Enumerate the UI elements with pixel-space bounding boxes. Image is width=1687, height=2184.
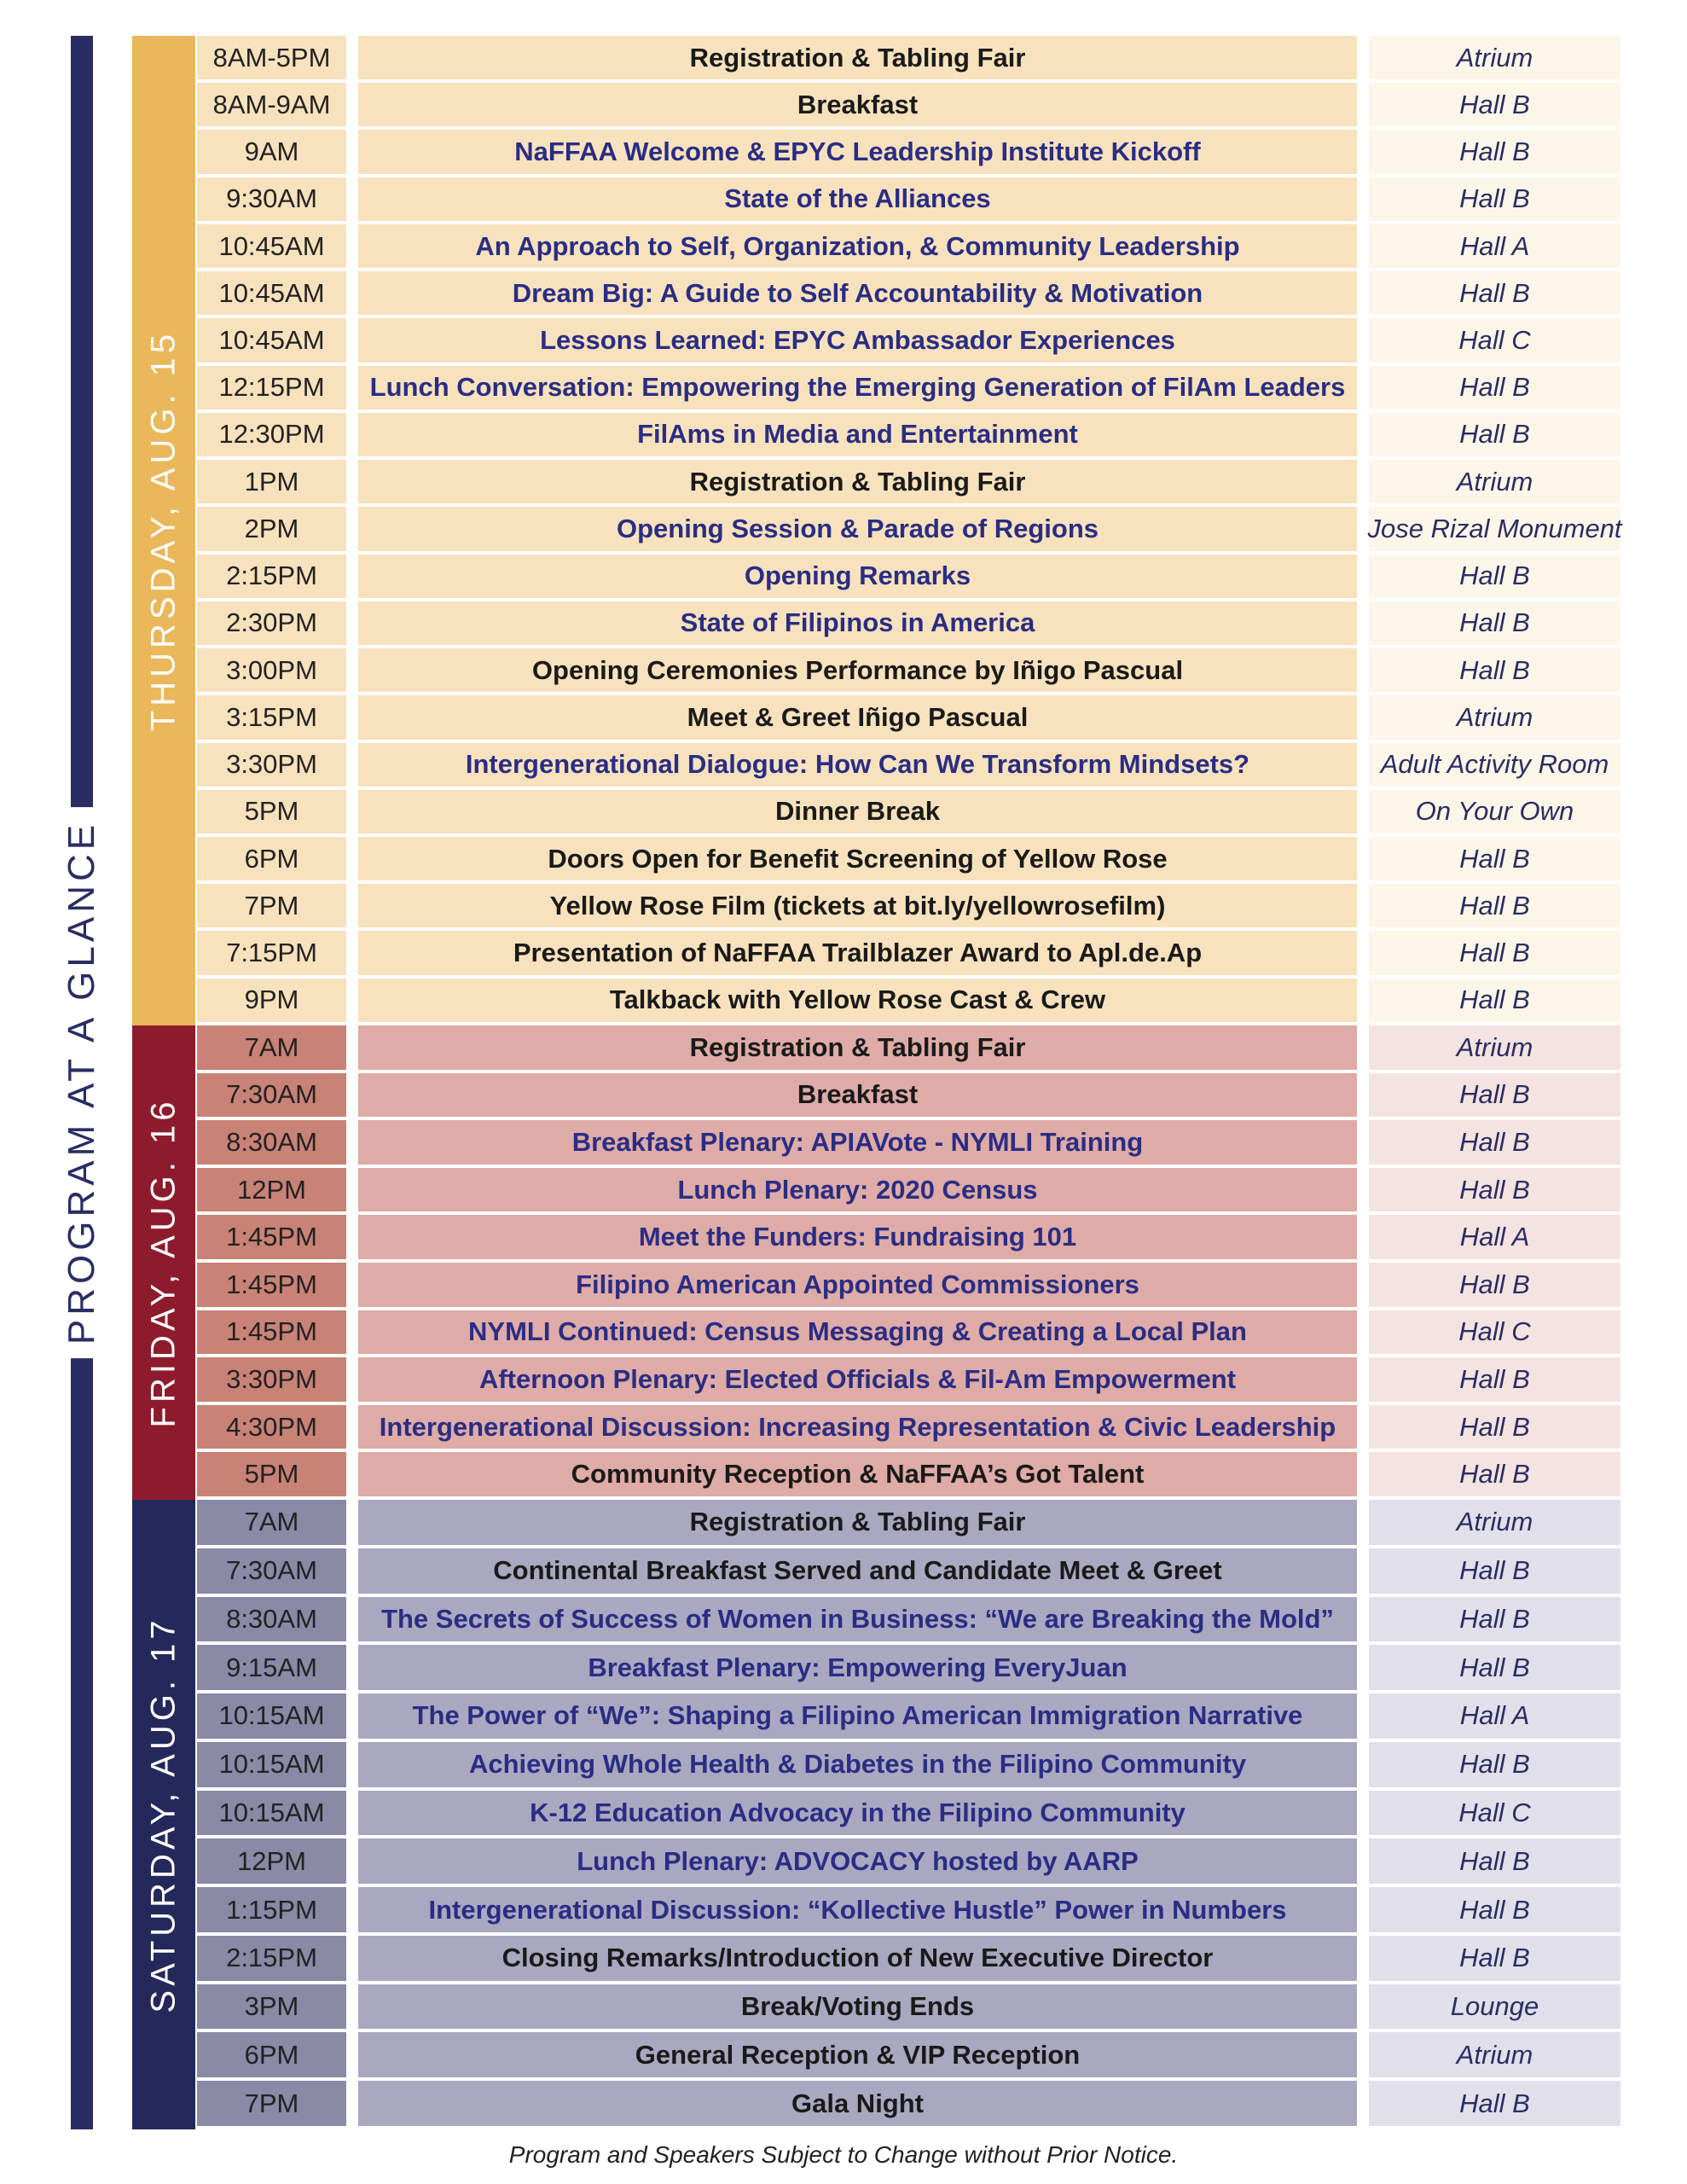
- session-location: Hall B: [1369, 413, 1620, 456]
- session-title: Presentation of NaFFAA Trailblazer Award to Apl.de.Ap: [358, 931, 1357, 974]
- session-time: 12PM: [197, 1168, 346, 1212]
- session-location: Hall B: [1369, 1452, 1620, 1496]
- session-time: 3:30PM: [197, 1357, 346, 1402]
- schedule-row: [197, 413, 1620, 460]
- session-title: Breakfast Plenary: APIAVote - NYMLI Training: [358, 1120, 1357, 1165]
- session-title: State of Filipinos in America: [358, 601, 1357, 645]
- session-title: Doors Open for Benefit Screening of Yellow Rose: [358, 837, 1357, 880]
- session-time: 7:15PM: [197, 931, 346, 974]
- session-title: Afternoon Plenary: Elected Officials & Fil-Am Empowerment: [358, 1357, 1357, 1402]
- session-location: Hall B: [1369, 130, 1620, 173]
- schedule-rows: [197, 1500, 1620, 2129]
- session-title: Breakfast Plenary: Empowering EveryJuan: [358, 1645, 1357, 1690]
- day-label: THURSDAY, AUG. 15: [144, 329, 183, 732]
- session-time: 10:45AM: [197, 224, 346, 268]
- session-location: Hall B: [1369, 979, 1620, 1022]
- session-time: 6PM: [197, 837, 346, 880]
- session-location: Hall B: [1369, 648, 1620, 692]
- session-location: Atrium: [1369, 2032, 1620, 2077]
- session-location: Hall B: [1369, 1742, 1620, 1787]
- session-title: Registration & Tabling Fair: [358, 1025, 1357, 1070]
- schedule-row: [197, 1263, 1620, 1310]
- schedule-row: [197, 1310, 1620, 1358]
- session-location: Hall B: [1369, 1645, 1620, 1690]
- schedule-row: [197, 507, 1620, 554]
- session-time: 9:30AM: [197, 177, 346, 221]
- schedule-row: [197, 555, 1620, 601]
- session-title: Gala Night: [358, 2081, 1357, 2126]
- session-time: 10:15AM: [197, 1742, 346, 1787]
- day-block-friday: [132, 1025, 1620, 1500]
- schedule-row: [197, 931, 1620, 978]
- session-title: Dinner Break: [358, 790, 1357, 834]
- day-label: FRIDAY, AUG. 16: [144, 1097, 183, 1428]
- session-title: Lessons Learned: EPYC Ambassador Experiences: [358, 318, 1357, 362]
- schedule-rows: [197, 36, 1620, 1025]
- session-time: 10:45AM: [197, 318, 346, 362]
- session-time: 12PM: [197, 1838, 346, 1884]
- session-title: Lunch Conversation: Empowering the Emerging Generation of FilAm Leaders: [358, 366, 1357, 410]
- session-time: 7AM: [197, 1500, 346, 1545]
- session-title: An Approach to Self, Organization, & Community Leadership: [358, 224, 1357, 268]
- day-label-band: [132, 1500, 195, 2129]
- session-title: Filipino American Appointed Commissioners: [358, 1263, 1357, 1307]
- session-location: Hall C: [1369, 1791, 1620, 1836]
- session-title: Registration & Tabling Fair: [358, 460, 1357, 503]
- schedule-rows: [197, 1025, 1620, 1500]
- session-title: Meet & Greet Iñigo Pascual: [358, 695, 1357, 739]
- session-location: Hall B: [1369, 1936, 1620, 1981]
- session-time: 7:30AM: [197, 1548, 346, 1594]
- session-title: Continental Breakfast Served and Candidate Meet & Greet: [358, 1548, 1357, 1594]
- schedule-row: [197, 1405, 1620, 1453]
- session-time: 1:45PM: [197, 1215, 346, 1259]
- session-location: Hall B: [1369, 1263, 1620, 1307]
- session-time: 10:15AM: [197, 1791, 346, 1836]
- session-location: Atrium: [1369, 36, 1620, 79]
- session-location: Hall C: [1369, 318, 1620, 362]
- session-location: Atrium: [1369, 460, 1620, 503]
- session-time: 3PM: [197, 1984, 346, 2030]
- session-time: 12:15PM: [197, 366, 346, 410]
- session-location: Hall B: [1369, 1887, 1620, 1932]
- session-time: 3:15PM: [197, 695, 346, 739]
- session-time: 2:30PM: [197, 601, 346, 645]
- session-time: 4:30PM: [197, 1405, 346, 1449]
- session-time: 10:15AM: [197, 1693, 346, 1739]
- session-title: Registration & Tabling Fair: [358, 36, 1357, 79]
- session-time: 1PM: [197, 460, 346, 503]
- session-time: 12:30PM: [197, 413, 346, 456]
- session-location: Adult Activity Room: [1369, 743, 1620, 787]
- schedule-row: [197, 1742, 1620, 1791]
- session-location: Hall B: [1369, 1548, 1620, 1594]
- schedule-row: [197, 1215, 1620, 1263]
- schedule-row: [197, 979, 1620, 1025]
- session-title: Community Reception & NaFFAA’s Got Talent: [358, 1452, 1357, 1496]
- session-title: Achieving Whole Health & Diabetes in the Filipino Community: [358, 1742, 1357, 1787]
- schedule-row: [197, 1984, 1620, 2033]
- session-time: 3:00PM: [197, 648, 346, 692]
- session-location: Hall B: [1369, 1168, 1620, 1212]
- schedule-row: [197, 366, 1620, 413]
- schedule-row: [197, 601, 1620, 648]
- schedule-row: [197, 790, 1620, 837]
- session-time: 8:30AM: [197, 1120, 346, 1165]
- session-title: Breakfast: [358, 83, 1357, 126]
- schedule-row: [197, 130, 1620, 177]
- day-label-band: [132, 36, 195, 1025]
- session-title: Break/Voting Ends: [358, 1984, 1357, 2030]
- schedule-row: [197, 460, 1620, 507]
- program-title: PROGRAM AT A GLANCE: [61, 807, 103, 1358]
- session-location: Jose Rizal Monument: [1369, 507, 1620, 550]
- session-location: Hall A: [1369, 1215, 1620, 1259]
- schedule-row: [197, 224, 1620, 271]
- session-title: Lunch Plenary: ADVOCACY hosted by AARP: [358, 1838, 1357, 1884]
- session-location: Hall B: [1369, 83, 1620, 126]
- day-label: SATURDAY, AUG. 17: [144, 1616, 183, 2013]
- session-time: 5PM: [197, 1452, 346, 1496]
- session-time: 6PM: [197, 2032, 346, 2077]
- session-location: Hall B: [1369, 1838, 1620, 1884]
- session-title: Breakfast: [358, 1073, 1357, 1118]
- schedule-row: [197, 1073, 1620, 1121]
- schedule-row: [197, 1452, 1620, 1500]
- schedule-row: [197, 1693, 1620, 1742]
- session-title: Yellow Rose Film (tickets at bit.ly/yellowrosefilm): [358, 884, 1357, 927]
- schedule-row: [197, 1120, 1620, 1168]
- session-location: Hall B: [1369, 1120, 1620, 1165]
- session-title: Meet the Funders: Fundraising 101: [358, 1215, 1357, 1259]
- session-location: Atrium: [1369, 1500, 1620, 1545]
- session-time: 2PM: [197, 507, 346, 550]
- schedule-row: [197, 2032, 1620, 2081]
- day-block-thursday: [132, 36, 1620, 1025]
- schedule-row: [197, 884, 1620, 931]
- session-location: Hall B: [1369, 601, 1620, 645]
- session-title: Dream Big: A Guide to Self Accountability & Motivation: [358, 271, 1357, 315]
- session-location: Hall B: [1369, 555, 1620, 598]
- session-time: 2:15PM: [197, 555, 346, 598]
- schedule-row: [197, 271, 1620, 318]
- session-time: 1:15PM: [197, 1887, 346, 1932]
- session-location: Hall B: [1369, 1405, 1620, 1449]
- session-location: Hall B: [1369, 271, 1620, 315]
- session-location: Hall B: [1369, 366, 1620, 410]
- session-time: 1:45PM: [197, 1310, 346, 1355]
- session-title: The Secrets of Success of Women in Business: “We are Breaking the Mold”: [358, 1597, 1357, 1642]
- session-time: 10:45AM: [197, 271, 346, 315]
- schedule-row: [197, 83, 1620, 130]
- schedule-row: [197, 743, 1620, 790]
- schedule-row: [197, 1887, 1620, 1936]
- schedule-row: [197, 318, 1620, 365]
- session-time: 7PM: [197, 2081, 346, 2126]
- session-time: 1:45PM: [197, 1263, 346, 1307]
- session-location: Hall B: [1369, 884, 1620, 927]
- session-title: K-12 Education Advocacy in the Filipino Community: [358, 1791, 1357, 1836]
- session-location: Hall B: [1369, 931, 1620, 974]
- session-time: 8:30AM: [197, 1597, 346, 1642]
- session-title: Intergenerational Discussion: Increasing Representation & Civic Leadership: [358, 1405, 1357, 1449]
- session-time: 9PM: [197, 979, 346, 1022]
- session-location: Hall B: [1369, 1357, 1620, 1402]
- session-time: 7AM: [197, 1025, 346, 1070]
- session-title: Opening Remarks: [358, 555, 1357, 598]
- session-title: General Reception & VIP Reception: [358, 2032, 1357, 2077]
- schedule-row: [197, 1500, 1620, 1548]
- session-title: FilAms in Media and Entertainment: [358, 413, 1357, 456]
- schedule-row: [197, 1645, 1620, 1693]
- session-location: Hall B: [1369, 2081, 1620, 2126]
- session-location: Hall C: [1369, 1310, 1620, 1355]
- schedule-row: [197, 177, 1620, 224]
- session-title: NaFFAA Welcome & EPYC Leadership Institute Kickoff: [358, 130, 1357, 173]
- footnote: Program and Speakers Subject to Change without Prior Notice.: [508, 2141, 1179, 2168]
- day-block-saturday: [132, 1500, 1620, 2129]
- session-time: 3:30PM: [197, 743, 346, 787]
- session-time: 9AM: [197, 130, 346, 173]
- session-location: On Your Own: [1369, 790, 1620, 834]
- schedule-row: [197, 1791, 1620, 1839]
- session-title: Opening Session & Parade of Regions: [358, 507, 1357, 550]
- session-time: 7PM: [197, 884, 346, 927]
- schedule-row: [197, 1168, 1620, 1216]
- schedule-row: [197, 1548, 1620, 1597]
- session-location: Atrium: [1369, 695, 1620, 739]
- session-location: Hall A: [1369, 1693, 1620, 1739]
- session-title: The Power of “We”: Shaping a Filipino American Immigration Narrative: [358, 1693, 1357, 1739]
- session-time: 9:15AM: [197, 1645, 346, 1690]
- schedule-row: [197, 648, 1620, 695]
- schedule-row: [197, 1357, 1620, 1405]
- session-location: Lounge: [1369, 1984, 1620, 2030]
- day-label-band: [132, 1025, 195, 1500]
- session-time: 8AM-9AM: [197, 83, 346, 126]
- session-location: Hall B: [1369, 1597, 1620, 1642]
- session-title: Lunch Plenary: 2020 Census: [358, 1168, 1357, 1212]
- session-location: Hall B: [1369, 177, 1620, 221]
- schedule-row: [197, 1597, 1620, 1646]
- session-location: Hall B: [1369, 837, 1620, 880]
- schedule-row: [197, 2081, 1620, 2129]
- schedule-row: [197, 837, 1620, 884]
- schedule-row: [197, 1838, 1620, 1887]
- schedule-row: [197, 36, 1620, 83]
- session-title: State of the Alliances: [358, 177, 1357, 221]
- session-time: 8AM-5PM: [197, 36, 346, 79]
- session-time: 7:30AM: [197, 1073, 346, 1118]
- session-location: Hall B: [1369, 1073, 1620, 1118]
- schedule-row: [197, 1936, 1620, 1984]
- session-location: Atrium: [1369, 1025, 1620, 1070]
- session-time: 2:15PM: [197, 1936, 346, 1981]
- schedule-row: [197, 695, 1620, 742]
- session-title: NYMLI Continued: Census Messaging & Creating a Local Plan: [358, 1310, 1357, 1355]
- session-time: 5PM: [197, 790, 346, 834]
- session-title: Talkback with Yellow Rose Cast & Crew: [358, 979, 1357, 1022]
- session-title: Opening Ceremonies Performance by Iñigo Pascual: [358, 648, 1357, 692]
- session-title: Closing Remarks/Introduction of New Executive Director: [358, 1936, 1357, 1981]
- session-location: Hall A: [1369, 224, 1620, 268]
- session-title: Intergenerational Dialogue: How Can We Transform Mindsets?: [358, 743, 1357, 787]
- session-title: Intergenerational Discussion: “Kollective Hustle” Power in Numbers: [358, 1887, 1357, 1932]
- session-title: Registration & Tabling Fair: [358, 1500, 1357, 1545]
- schedule-row: [197, 1025, 1620, 1073]
